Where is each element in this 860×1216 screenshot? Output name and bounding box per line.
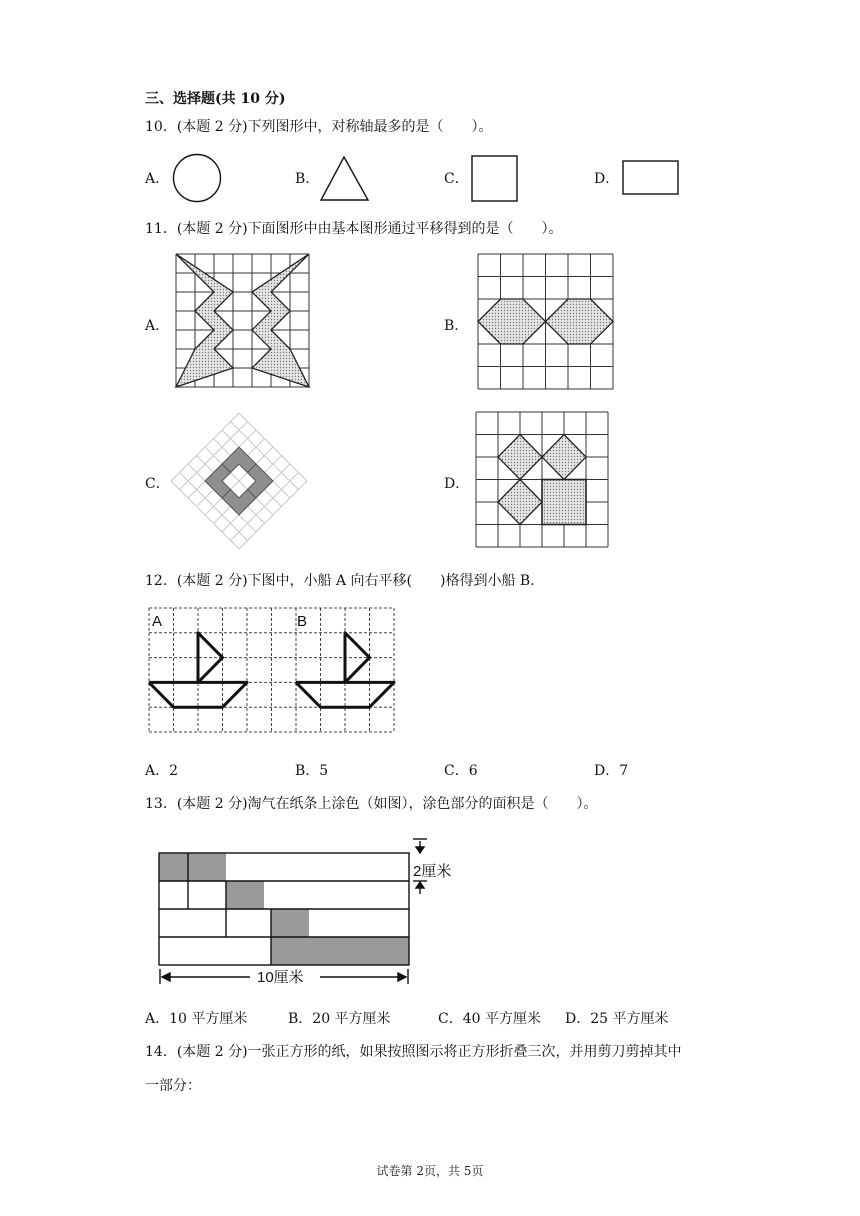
q11-figure-a [174,252,312,390]
q11-option-c-label: C． [145,476,170,492]
q13-paper-strip [155,838,465,998]
q13-option-c: C．40 平方厘米 [438,1011,541,1027]
triangle-icon [318,154,374,204]
q12-option-a: A．2 [145,763,179,779]
section-title: 三、选择题(共 10 分) [145,91,286,107]
boat-b-label: B [297,613,308,630]
q11-figure-b [476,252,616,392]
question-11-stem: 11．(本题 2 分)下面图形中由基本图形通过平移得到的是（ ）。 [145,221,563,237]
circle-icon [170,152,224,206]
q13-option-a: A．10 平方厘米 [145,1011,248,1027]
q10-option-b-label: B． [295,171,320,187]
boat-a-label: A [152,613,163,630]
width-label: 10厘米 [257,969,304,986]
q11-option-b-label: B． [444,318,469,334]
rectangle-icon [620,158,682,198]
q10-option-c-label: C． [444,171,469,187]
height-label: 2厘米 [413,863,452,880]
question-14-stem-line1: 14．(本题 2 分)一张正方形的纸，如果按照图示将正方形折叠三次，并用剪刀剪掉其中 [145,1044,682,1060]
question-10-stem: 10．(本题 2 分)下列图形中，对称轴最多的是（ ）。 [145,119,493,135]
q11-option-d-label: D． [444,476,470,492]
q12-option-b: B．5 [295,763,329,779]
page-footer: 试卷第 2页，共 5页 [376,1164,484,1178]
question-12-stem: 12．(本题 2 分)下图中，小船 A 向右平移( )格得到小船 B． [145,573,545,589]
q13-option-b: B．20 平方厘米 [288,1011,391,1027]
square-icon [470,154,520,204]
q11-figure-c [170,412,310,552]
q12-option-d: D．7 [594,763,629,779]
question-13-stem: 13．(本题 2 分)淘气在纸条上涂色（如图），涂色部分的面积是（ ）。 [145,796,598,812]
q13-option-d: D．25 平方厘米 [565,1011,669,1027]
q12-boat-grid [145,605,401,735]
question-14-stem-line2: 一部分： [145,1078,201,1094]
q11-option-a-label: A． [145,318,170,334]
q11-figure-d [474,410,610,550]
q10-option-a-label: A． [145,171,170,187]
q12-option-c: C．6 [444,763,478,779]
q10-option-d-label: D． [594,171,620,187]
